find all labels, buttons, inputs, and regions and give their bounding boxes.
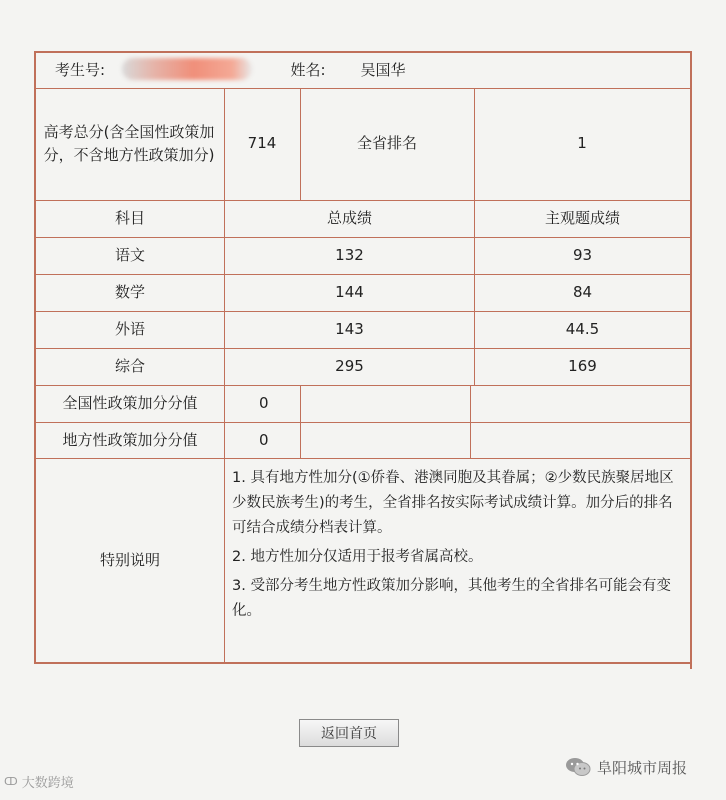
province-rank-label: 全省排名 (356, 134, 417, 153)
header-subjective: 主观题成绩 (544, 209, 620, 228)
local-bonus-value: 0 (259, 430, 269, 449)
name-label: 姓名: (290, 61, 326, 80)
header-subject: 科目 (114, 209, 145, 228)
national-bonus-value: 0 (259, 394, 269, 413)
table-row-subjective: 93 (572, 246, 593, 265)
watermark-left-text: 大数跨境 (21, 776, 74, 791)
total-score-label: 高考总分(含全国性政策加分，不含地方性政策加分) (43, 122, 215, 164)
exam-no-label: 考生号: (54, 61, 106, 80)
watermark-left (4, 772, 74, 791)
table-row-subject: 外语 (114, 320, 145, 339)
total-score-value: 714 (247, 134, 277, 153)
table-row-total: 143 (335, 320, 364, 339)
table-row-subject: 数学 (114, 283, 145, 302)
table-row-subject: 综合 (114, 357, 145, 376)
notes-content (232, 466, 680, 628)
notes-label: 特别说明 (99, 550, 160, 569)
province-rank-value: 1 (577, 134, 587, 153)
name-value: 吴国华 (360, 61, 406, 80)
table-row-subjective: 169 (568, 357, 597, 376)
table-row-total: 144 (335, 283, 364, 302)
table-row-subjective: 44.5 (565, 320, 600, 339)
back-home-button[interactable]: 返回首页 (299, 719, 399, 747)
table-row-total: 295 (335, 357, 364, 376)
note-item: 2. 地方性加分仅适用于报考省属高校。 (232, 548, 483, 565)
note-item: 3. 受部分考生地方性政策加分影响，其他考生的全省排名可能会有变化。 (232, 577, 671, 619)
watermark-right (565, 756, 687, 778)
table-row-total: 132 (335, 246, 364, 265)
wechat-icon (565, 756, 591, 778)
national-bonus-label: 全国性政策加分分值 (62, 394, 198, 413)
header-total: 总成绩 (326, 209, 372, 228)
watermark-logo-icon: ↀ (4, 775, 18, 788)
local-bonus-label: 地方性政策加分分值 (62, 430, 198, 449)
watermark-right-text: 阜阳城市周报 (597, 758, 688, 777)
exam-no-redacted (122, 58, 252, 80)
note-item: 1. 具有地方性加分(①侨眷、港澳同胞及其眷属；②少数民族聚居地区少数民族考生)的考生，全省排名按实际考试成绩计算。加分后的排名可结合成绩分档表计算。 (232, 470, 674, 536)
table-row-subject: 语文 (114, 246, 145, 265)
table-row-subjective: 84 (572, 283, 593, 302)
